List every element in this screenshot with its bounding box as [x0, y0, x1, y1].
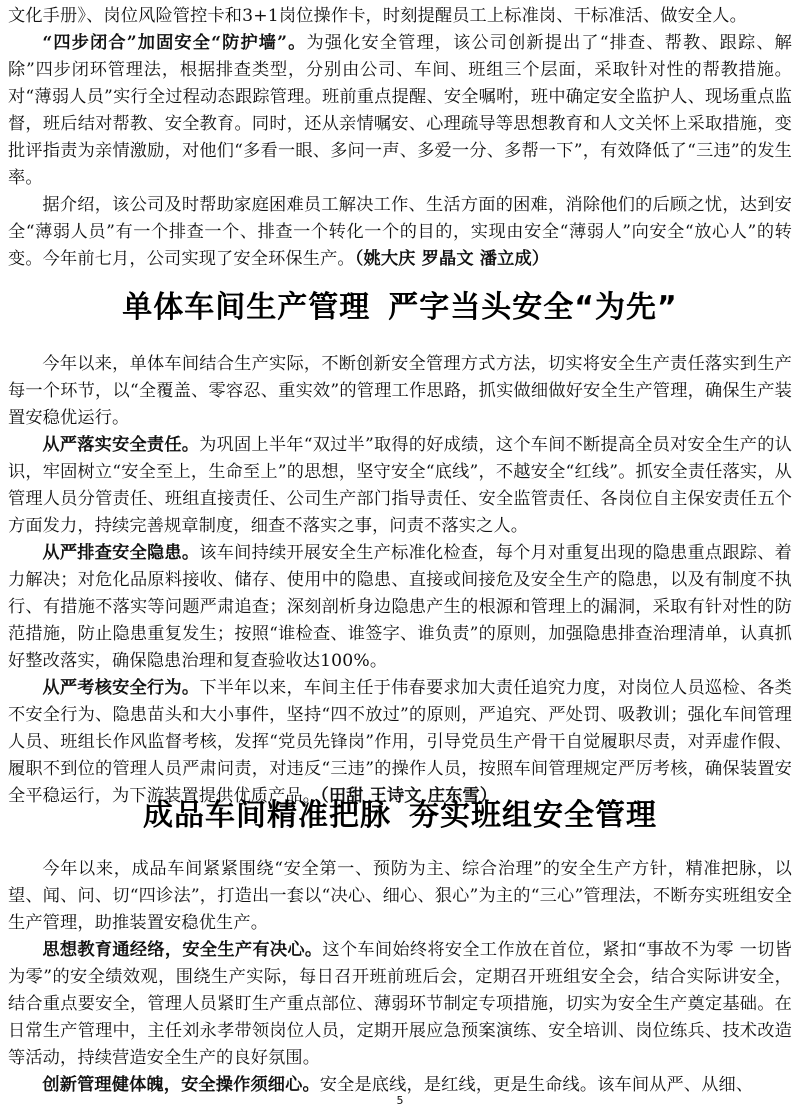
paragraph-lead: 创新管理健体魄，安全操作须细心。: [42, 1075, 320, 1095]
section2-text: [8, 351, 792, 810]
paragraph: [8, 540, 792, 675]
paragraph-body: 下半年以来，车间主任于伟春要求加大责任追究力度，对岗位人员巡检、各类不安全行为、隐患苗头和大小事件，坚持“四不放过”的原则，严追究、严处罚、吸教训；强化车间管理人员、班组长作风监督考核，发挥“党员先锋岗”作用，引导党员生产骨干自觉履职尽责，对弄虚作假、履职不到位的管理人员严肃问责，对违反“三违”的操作人员，按照车间管理规定严厉考核，确保装置安全平稳运行，为下游装置提供优质产品。: [8, 678, 792, 806]
section1-text: [8, 3, 792, 273]
paragraph: 今年以来，单体车间结合生产实际，不断创新安全管理方式方法，切实将安全生产责任落实到生产每一个环节，以“全覆盖、零容忍、重实效”的管理工作思路，抓实做细做好安全生产管理，确保生产装置安稳优运行。: [8, 354, 792, 428]
author-credit: （田甜 王诗文 庄东雪）: [320, 786, 498, 806]
paragraph-lead: 从严落实安全责任。: [42, 435, 200, 455]
paragraph: [8, 432, 792, 540]
paragraph-lead: “四步闭合”加固安全“防护墙”。: [42, 33, 307, 53]
article-heading: [0, 790, 800, 834]
paragraph-body: 为巩固上半年“双过半”取得的好成绩，这个车间不断提高全员对安全生产的认识，牢固树立“安全至上，生命至上”的思想，坚守安全“底线”，不越安全“红线”。抓安全责任落实，从管理人员分管责任、班组直接责任、公司生产部门指导责任、安全监管责任、各岗位自主保安责任五个方面发力，持续完善规章制度，细查不落实之事，问责不落实之人。: [8, 435, 792, 536]
paragraph-body: 该车间持续开展安全生产标准化检查，每个月对重复出现的隐患重点跟踪、着力解决；对危化品原料接收、储存、使用中的隐患、直接或间接危及安全生产的隐患，以及有制度不执行、有措施不落实等问题严肃追查；深刻剖析身边隐患产生的根源和管理上的漏洞，采取有针对性的防范措施，防止隐患重复发生；按照“谁检查、谁签字、谁负责”的原则，加强隐患排查治理清单，认真抓好整改落实，确保隐患治理和复查验收达100%。: [8, 543, 792, 671]
author-credit: （姚大庆 罗晶文 潘立成）: [354, 249, 550, 269]
paragraph: [8, 937, 792, 1072]
section3-text: [8, 856, 792, 1099]
paragraph: 今年以来，成品车间紧紧围绕“安全第一、预防为主、综合治理”的安全生产方针，精准把脉，以望、闻、问、切“四诊法”，打造出一套以“决心、细心、狠心”为主的“三心”管理法，不断夯实班组安全生产管理，助推装置安稳优生产。: [8, 859, 792, 933]
paragraph-body: 这个车间始终将安全工作放在首位，紧扣“事故不为零 一切皆为零”的安全绩效观，围绕生产实际，每日召开班前班后会，定期召开班组安全会，结合实际讲安全，结合重点要安全，管理人员紧盯生产重点部位、薄弱环节制定专项措施，切实为安全生产奠定基础。在日常生产管理中，主任刘永孝带领岗位人员，定期开展应急预案演练、安全培训、岗位练兵、技术改造等活动，持续营造安全生产的良好氛围。: [8, 940, 793, 1068]
paragraph-body: 为强化安全管理，该公司创新提出了“排查、帮教、跟踪、解除”四步闭环管理法，根据排查类型，分别由公司、车间、班组三个层面，采取针对性的帮教措施。对“薄弱人员”实行全过程动态跟踪管理。班前重点提醒、安全嘱咐，班中确定安全监护人、现场重点监督，班后结对帮教、安全教育。同时，还从亲情嘱安、心理疏导等思想教育和人文关怀上采取措施，变批评指责为亲情激励，对他们“多看一眼、多问一声、多爱一分、多帮一下”，有效降低了“三违”的发生率。: [8, 33, 792, 188]
paragraph: 文化手册》、岗位风险管控卡和3+1岗位操作卡，时刻提醒员工上标准岗、干标准活、做安全人。: [8, 6, 747, 26]
page-number: 5: [396, 1094, 404, 1107]
article-heading: [0, 282, 800, 326]
heading-part: 夯实班组安全管理: [409, 798, 657, 833]
paragraph-lead: 从严排查安全隐患。: [42, 543, 200, 563]
paragraph-lead: 思想教育通经络，安全生产有决心。: [42, 940, 323, 960]
heading-part: 成品车间精准把脉: [143, 798, 391, 833]
paragraph-body: 安全是底线，是红线，更是生命线。该车间从严、从细、: [319, 1075, 754, 1095]
paragraph-lead: 从严考核安全行为。: [42, 678, 200, 698]
heading-part: 严字当头安全“为先”: [388, 290, 678, 325]
paragraph: [8, 30, 792, 192]
paragraph-body: 据介绍，该公司及时帮助家庭困难员工解决工作、生活方面的困难，消除他们的后顾之忧，达到安全“薄弱人员”有一个排查一个、排查一个转化一个的目的，实现由安全“薄弱人”向安全“放心人”的转变。今年前七月，公司实现了安全环保生产。: [8, 195, 792, 269]
heading-part: 单体车间生产管理: [122, 290, 371, 325]
paragraph: [8, 192, 792, 273]
